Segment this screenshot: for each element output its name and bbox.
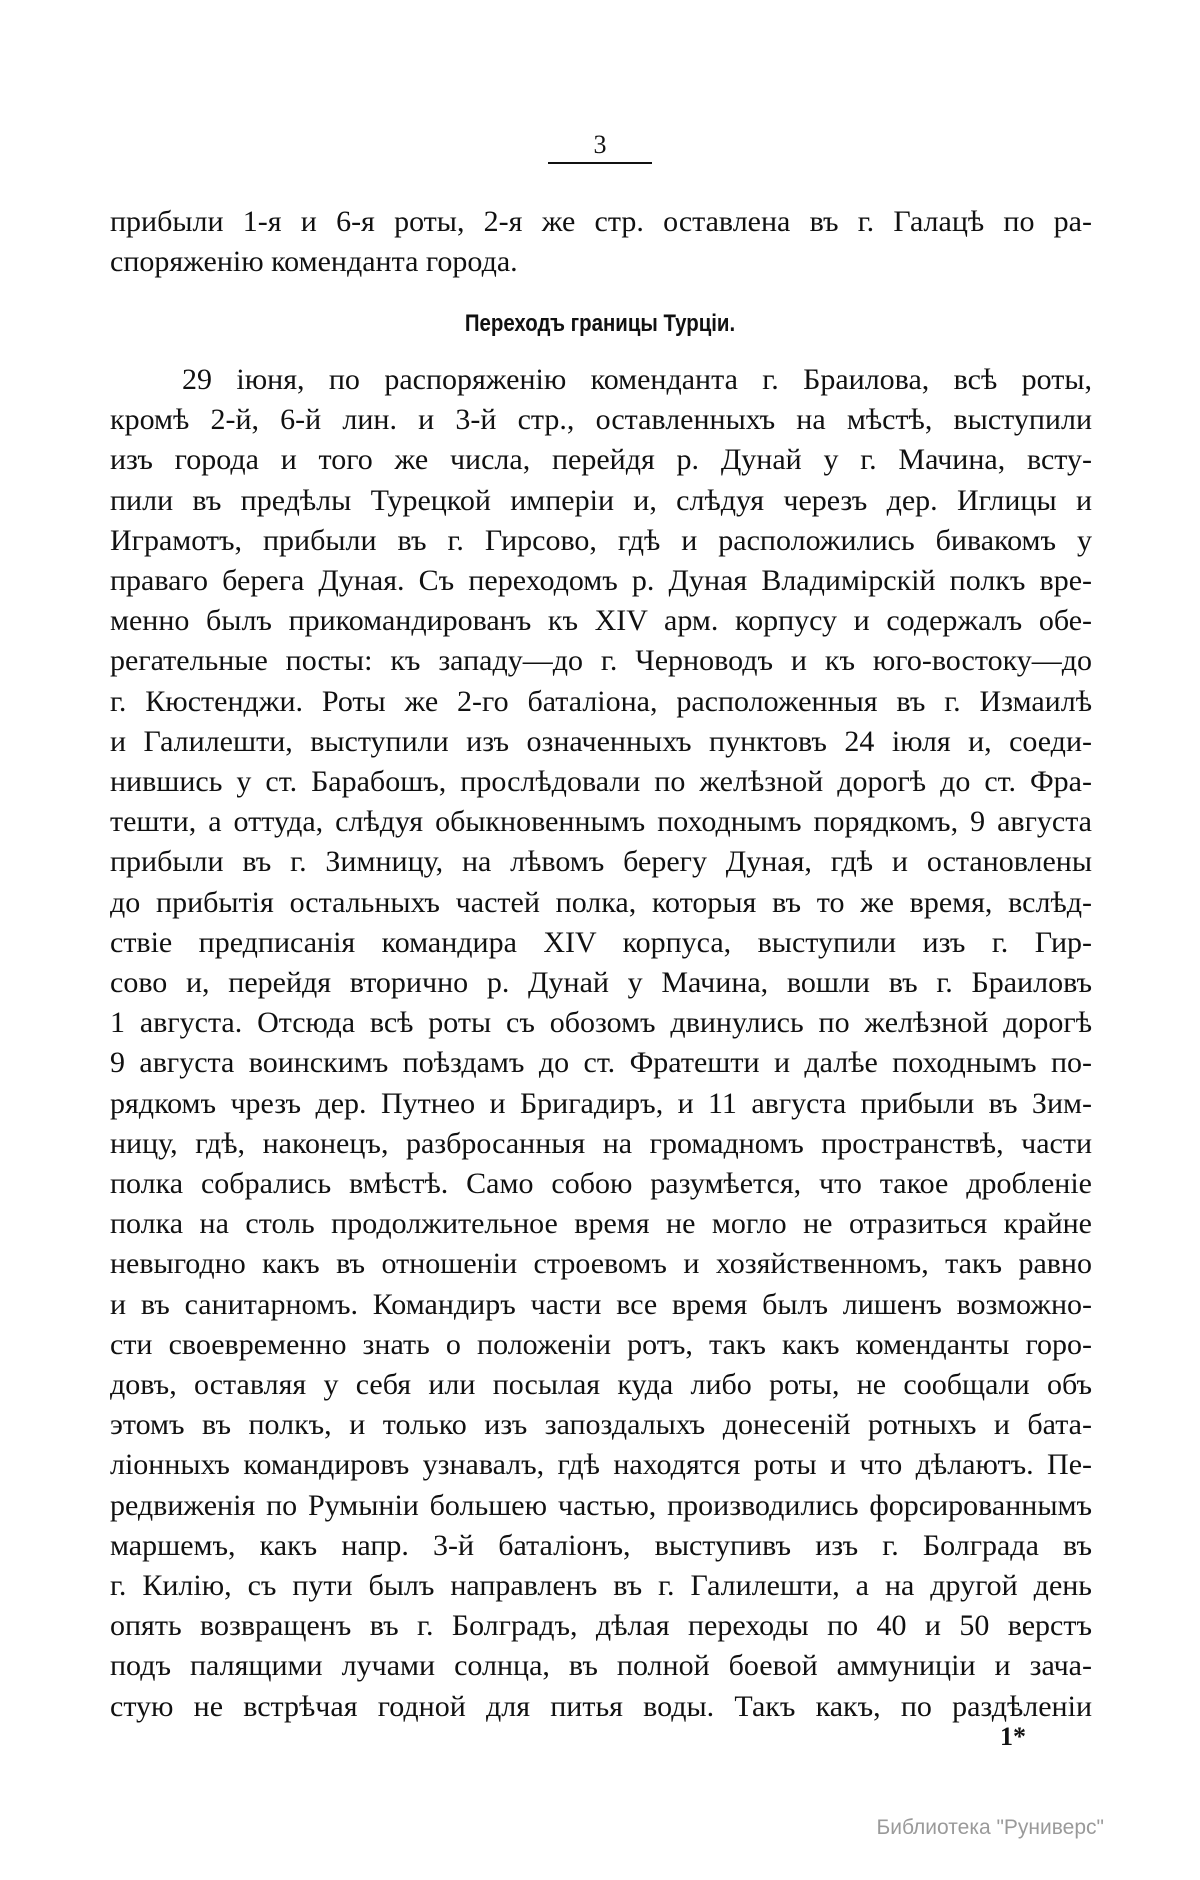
text-line: Играмотъ, прибыли въ г. Гирсово, гдѣ и расположились бивакомъ у <box>110 523 1092 557</box>
text-line: 29 іюня, по распоряженію коменданта г. Браилова, всѣ роты, <box>182 363 1092 396</box>
text-line: невыгодно какъ въ отношеніи строевомъ и хозяйственномъ, такъ равно <box>110 1247 1092 1281</box>
text-line: полка на столь продолжительное время не могло не отразиться крайне <box>110 1207 1092 1241</box>
text-line: изъ города и того же числа, перейдя р. Дунай у г. Мачина, всту- <box>110 443 1092 477</box>
text-line: довъ, оставляя у себя или посылая куда либо роты, не сообщали объ <box>110 1368 1092 1401</box>
text-line: и Галилешти, выступили изъ означенныхъ пунктовъ 24 іюля и, соеди- <box>110 724 1092 758</box>
text-line: ліонныхъ командировъ узнавалъ, гдѣ находятся роты и что дѣлаютъ. Пе- <box>110 1448 1092 1482</box>
page-number: 3 <box>593 130 607 159</box>
text-line: опять возвращенъ въ г. Болградъ, дѣлая переходы по 40 и 50 верстъ <box>110 1609 1092 1643</box>
text-line: менно былъ прикомандированъ къ XIV арм. корпусу и содержалъ обе- <box>110 604 1092 638</box>
text-line: маршемъ, какъ напр. 3-й баталіонъ, выступивъ изъ г. Болграда въ <box>110 1528 1092 1562</box>
text-line: ствіе предписанія командира XIV корпуса, выступили изъ г. Гир- <box>110 925 1092 959</box>
text-line: стую не встрѣчая годной для питья воды. Такъ какъ, по раздѣленіи <box>110 1689 1092 1723</box>
signature-mark: 1* <box>1000 1722 1026 1751</box>
text-line: до прибытія остальныхъ частей полка, которыя въ то же время, вслѣд- <box>110 885 1092 919</box>
text-line: этомъ въ полкъ, и только изъ запоздалыхъ донесеній ротныхъ и бата- <box>110 1408 1092 1442</box>
text-line: споряженію коменданта города. <box>110 245 518 279</box>
text-line: прибыли 1-я и 6-я роты, 2-я же стр. оставлена въ г. Галацѣ по ра- <box>110 205 1092 238</box>
text-line: г. Килію, съ пути былъ направленъ въ г. Галилешти, а на другой день <box>110 1569 1092 1602</box>
text-line: подъ палящими лучами солнца, въ полной боевой аммуниціи и зача- <box>110 1649 1092 1683</box>
text-line: прибыли въ г. Зимницу, на лѣвомъ берегу Дуная, гдѣ и остановлены <box>110 845 1092 879</box>
text-line: 9 августа воинскимъ поѣздамъ до ст. Фратешти и далѣе походнымъ по- <box>110 1046 1092 1080</box>
text-line: ницу, гдѣ, наконецъ, разбросанныя на громадномъ пространствѣ, части <box>110 1126 1092 1160</box>
text-line: сово и, перейдя вторично р. Дунай у Мачина, вошли въ г. Браиловъ <box>110 966 1092 999</box>
library-watermark: Библиотека "Руниверс" <box>876 1816 1104 1839</box>
text-line: рядкомъ чрезъ дер. Путнео и Бригадиръ, и 11 августа прибыли въ Зим- <box>110 1086 1092 1120</box>
text-line: нившись у ст. Барабошъ, прослѣдовали по желѣзной дорогѣ до ст. Фра- <box>110 765 1092 798</box>
text-line: г. Кюстенджи. Роты же 2-го баталіона, расположенныя въ г. Измаилѣ <box>110 684 1092 718</box>
text-line: тешти, а оттуда, слѣдуя обыкновеннымъ походнымъ порядкомъ, 9 августа <box>110 805 1092 839</box>
text-line: кромѣ 2-й, 6-й лин. и 3-й стр., оставленныхъ на мѣстѣ, выступили <box>110 403 1092 437</box>
section-heading: Переходъ границы Турціи. <box>464 310 736 337</box>
text-line: сти своевременно знать о положеніи ротъ, такъ какъ коменданты горо- <box>110 1327 1092 1361</box>
text-line: редвиженія по Румыніи большею частью, производились форсированнымъ <box>110 1488 1092 1522</box>
text-line: и въ санитарномъ. Командиръ части все время былъ лишенъ возможно- <box>110 1287 1092 1321</box>
text-line: полка собрались вмѣстѣ. Само собою разумѣется, что такое дробленіе <box>110 1167 1092 1200</box>
text-line: 1 августа. Отсюда всѣ роты съ обозомъ двинулись по желѣзной дорогѣ <box>110 1006 1092 1040</box>
text-line: праваго берега Дуная. Съ переходомъ р. Дуная Владимірскій полкъ вре- <box>110 564 1092 597</box>
page-number-rule <box>548 162 652 164</box>
text-line: регательные посты: къ западу—до г. Черноводъ и къ юго-востоку—до <box>110 644 1092 678</box>
text-line: пили въ предѣлы Турецкой имперіи и, слѣдуя черезъ дер. Иглицы и <box>110 483 1092 517</box>
